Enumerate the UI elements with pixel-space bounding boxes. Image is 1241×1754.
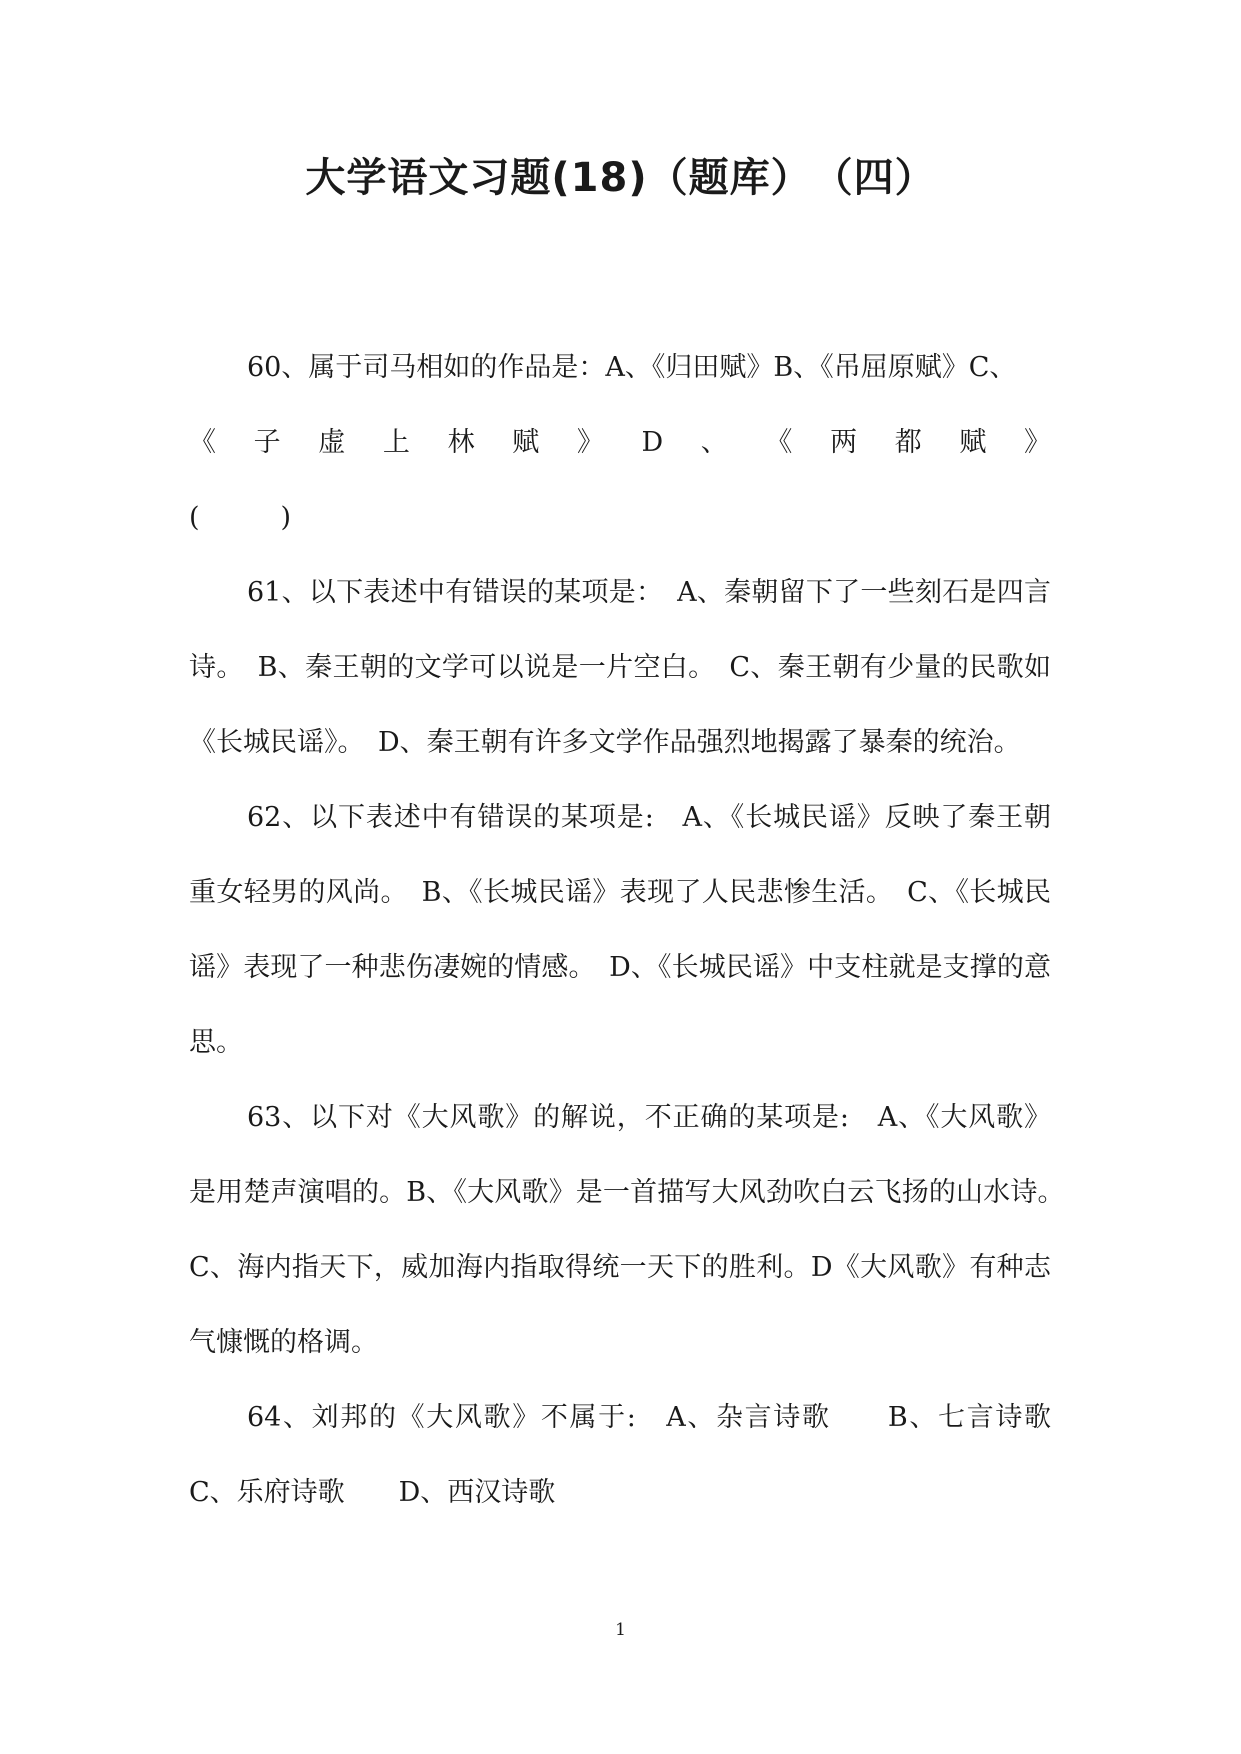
question-60-spread-char: 《 [189, 427, 216, 458]
question-60-spread-char: 上 [382, 427, 410, 458]
question-63: 63、以下对《大风歌》的解说，不正确的某项是: A、《大风歌》是用楚声演唱的。B、《大风歌》是一首描写大风劲吹白云飞扬的山水诗。 C、海内指天下，威加海内指取得统一天下的胜利。D《大风歌》有种志气慷慨的格调。 [189, 1102, 1078, 1358]
page-number: 1 [615, 1620, 626, 1640]
question-60-spread-char: 赋 [959, 427, 987, 458]
document-body [189, 330, 1078, 1530]
question-60-spread-char: 》 [576, 427, 604, 458]
question-60 [189, 330, 1051, 555]
question-60-spread-char: 、 [700, 427, 728, 458]
question-60-spread-char: 》 [1023, 427, 1051, 458]
document-title: 大学语文习题(18)（题库） （四） [305, 155, 936, 201]
question-60-line-2 [189, 405, 1051, 480]
question-64: 64、刘邦的《大风歌》不属于: A、杂言诗歌 B、七言诗歌 C、乐府诗歌 D、西汉诗歌 [189, 1402, 1078, 1508]
question-60-spread-char: 《 [765, 427, 793, 458]
question-60-spread-char: 两 [830, 427, 858, 458]
question-60-spread-char: 子 [253, 427, 281, 458]
question-60-spread-char: 虚 [318, 427, 346, 458]
question-60-spread-char: D [641, 427, 664, 458]
question-60-line-1: 60、属于司马相如的作品是：A、《归田赋》B、《吊屈原赋》C、 [247, 352, 1017, 383]
question-60-spread-char: 赋 [512, 427, 540, 458]
question-60-spread-char: 都 [894, 427, 922, 458]
question-61: 61、以下表述中有错误的某项是： A、秦朝留下了一些刻石是四言诗。 B、秦王朝的文学可以说是一片空白。 C、秦王朝有少量的民歌如《长城民谣》。 D、秦王朝有许多文学作品强烈地揭露了暴秦的统治。 [189, 577, 1051, 758]
question-60-answer-blank: ( ) [189, 502, 292, 533]
question-62: 62、以下表述中有错误的某项是: A、《长城民谣》反映了秦王朝重女轻男的风尚。 B、《长城民谣》表现了人民悲惨生活。 C、《长城民谣》表现了一种悲伤凄婉的情感。 D、《长城民谣》中支柱就是支撑的意思。 [189, 802, 1051, 1058]
question-60-spread-char: 林 [447, 427, 475, 458]
